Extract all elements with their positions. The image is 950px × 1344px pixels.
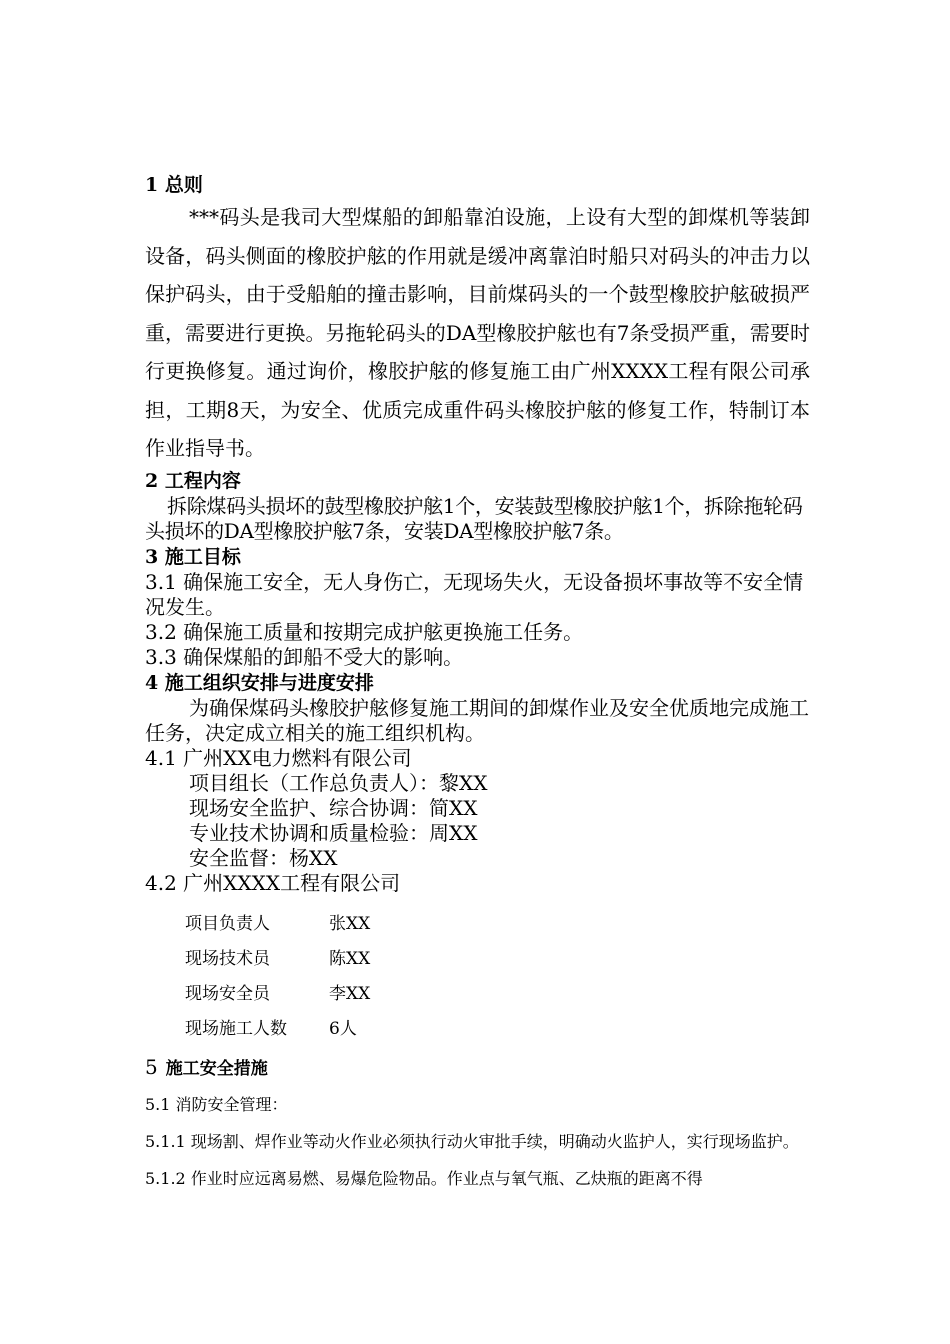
team-name: 陈XX xyxy=(329,948,371,969)
section-4-paragraph: 为确保煤码头橡胶护舷修复施工期间的卸煤作业及安全优质地完成施工任务，决定成立相关的施工组织机构。 xyxy=(145,695,809,745)
org-member-1: 项目组长（工作总负责人）：黎XX xyxy=(189,770,488,795)
goal-item-1: 3.1 确保施工安全，无人身伤亡，无现场失火，无设备损坏事故等不安全情况发生。 xyxy=(145,569,804,619)
safety-item-5-1-2: 5.1.2 作业时应远离易燃、易爆危险物品。作业点与氧气瓶、乙炔瓶的距离不得 xyxy=(145,1168,703,1188)
team-role: 现场施工人数 xyxy=(185,1018,287,1039)
section-5-heading xyxy=(145,1054,810,1082)
table-row xyxy=(185,904,370,939)
goal-item-3: 3.3 确保煤船的卸船不受大的影响。 xyxy=(145,644,464,669)
table-row xyxy=(185,939,370,974)
table-row xyxy=(185,974,370,1009)
goal-item-2: 3.2 确保施工质量和按期完成护舷更换施工任务。 xyxy=(145,619,584,644)
section-3-heading: 3 施工目标 xyxy=(145,545,241,568)
team-role: 现场安全员 xyxy=(185,983,270,1004)
table-row xyxy=(185,1009,370,1044)
org-member-2: 现场安全监护、综合协调：简XX xyxy=(189,795,478,820)
team-role: 现场技术员 xyxy=(185,948,270,969)
safety-item-5-1-1: 5.1.1 现场割、焊作业等动火作业必须执行动火审批手续，明确动火监护人，实行现场监护。 xyxy=(145,1131,799,1151)
subsection-4-2-title: 4.2 广州XXXX工程有限公司 xyxy=(145,870,401,895)
document-body xyxy=(145,172,810,1197)
section-1-paragraph: ***码头是我司大型煤船的卸船靠泊设施，上设有大型的卸煤机等装卸设备，码头侧面的橡胶护舷的作用就是缓冲离靠泊时船只对码头的冲击力以保护码头，由于受船舶的撞击影响，目前煤码头的一个鼓型橡胶护舷破损严重，需要进行更换。另拖轮码头的DA型橡胶护舷也有7条受损严重，需要时行更换修复。通过询价，橡胶护舷的修复施工由广州XXXX工程有限公司承担，工期8天，为安全、优质完成重件码头橡胶护舷的修复工作，特制订本作业指导书。 xyxy=(145,205,810,460)
section-5-title: 施工安全措施 xyxy=(165,1058,268,1079)
team-role: 项目负责人 xyxy=(185,913,270,934)
safety-item-5-1: 5.1 消防安全管理： xyxy=(145,1094,288,1114)
org-member-4: 安全监督：杨XX xyxy=(189,845,338,870)
section-2-heading: 2 工程内容 xyxy=(145,469,241,492)
section-4-heading: 4 施工组织安排与进度安排 xyxy=(145,671,374,694)
team-name: 6人 xyxy=(329,1018,357,1039)
section-1-heading: 1 总则 xyxy=(145,174,203,196)
team-name: 张XX xyxy=(329,913,371,934)
section-5-number: 5 xyxy=(145,1054,158,1079)
org-member-3: 专业技术协调和质量检验：周XX xyxy=(189,820,478,845)
section-2-paragraph: 拆除煤码头损坏的鼓型橡胶护舷1个，安装鼓型橡胶护舷1个，拆除拖轮码头损坏的DA型橡胶护舷7条，安装DA型橡胶护舷7条。 xyxy=(145,493,803,543)
team-name: 李XX xyxy=(329,983,371,1004)
contractor-team-table xyxy=(185,904,370,1044)
subsection-4-1-title: 4.1 广州XX电力燃料有限公司 xyxy=(145,745,412,770)
